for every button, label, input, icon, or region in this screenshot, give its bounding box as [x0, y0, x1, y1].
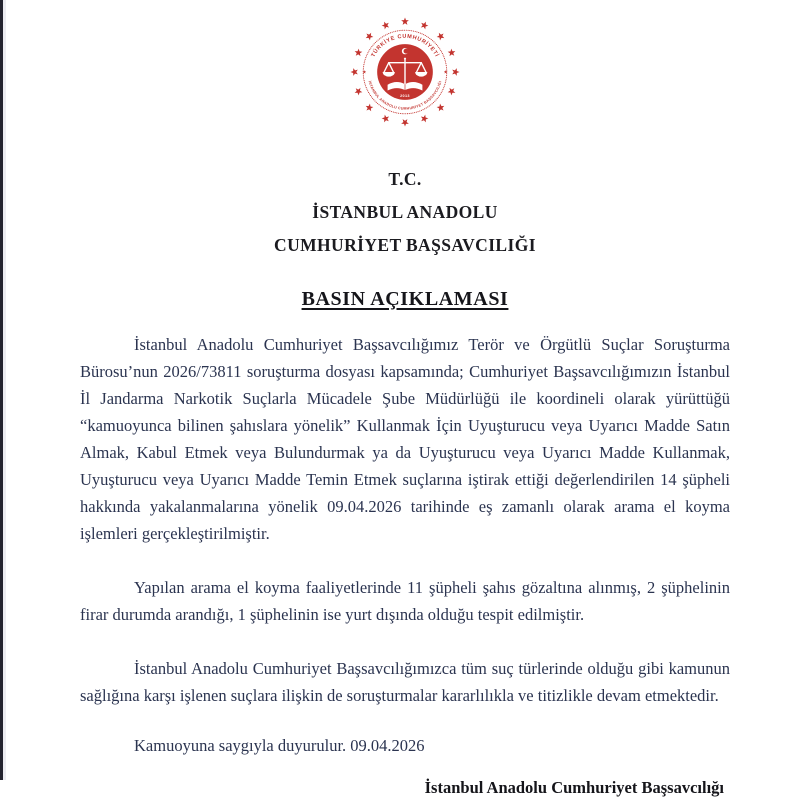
emblem-bottom-arc-text: İSTANBUL ANADOLU CUMHURİYET BAŞSAVCILIĞI	[367, 80, 443, 111]
emblem-svg	[347, 14, 463, 130]
letterhead	[80, 163, 730, 262]
emblem-top-arc-text: TÜRKİYE CUMHURİYETİ	[370, 33, 440, 59]
paragraph-3: İstanbul Anadolu Cumhuriyet Başsavcılığımızca tüm suç türlerinde olduğu gibi kamunun sağlığına karşı işlenen suçlara ilişkin de soruşturmalar kararlılıkla ve titizlikle devam etmektedir.	[80, 659, 730, 705]
press-release-heading: BASIN AÇIKLAMASI	[301, 288, 509, 310]
signature-line: İstanbul Anadolu Cumhuriyet Başsavcılığı	[424, 778, 724, 797]
paragraph-1: İstanbul Anadolu Cumhuriyet Başsavcılığımız Terör ve Örgütlü Suçlar Soruşturma Bürosu’nun 2026/73811 soruşturma dosyası kapsamında; Cumhuriyet Başsavcılığımızın İstanbul İl Jandarma Narkotik Suçlarla Mücadele Şube Müdürlüğü ile koordineli olarak yürüttüğü “kamuoyunca bilinen şahıslara yönelik” Kullanmak İçin Uyuşturucu veya Uyarıcı Madde Satın Almak, Kabul Etmek veya Bulundurmak ya da Uyuşturucu veya Uyarıcı Madde Kullanmak, Uyuşturucu veya Uyarıcı Madde Temin Etmek suçlarına iştirak ettiği değerlendirilen 14 şüpheli hakkında yakalanmalarına yönelik 09.04.2026 tarihinde eş zamanlı olarak arama el koyma işlemleri gerçekleştirilmiştir.	[80, 335, 730, 543]
prosecutor-office-emblem	[80, 14, 730, 135]
document-body	[80, 331, 730, 709]
emblem-year-text: 2013	[400, 94, 410, 99]
letterhead-line-city: İSTANBUL ANADOLU	[312, 202, 498, 222]
closing-line: Kamuoyuna saygıyla duyurulur. 09.04.2026	[134, 736, 425, 755]
letterhead-line-tc: T.C.	[388, 169, 422, 189]
paragraph-2: Yapılan arama el koyma faaliyetlerinde 11 şüpheli şahıs gözaltına alınmış, 2 şüphelinin firar durumda arandığı, 1 şüphelinin ise yurt dışında olduğu tespit edilmiştir.	[80, 578, 730, 624]
letterhead-line-office: CUMHURİYET BAŞSAVCILIĞI	[274, 235, 536, 255]
